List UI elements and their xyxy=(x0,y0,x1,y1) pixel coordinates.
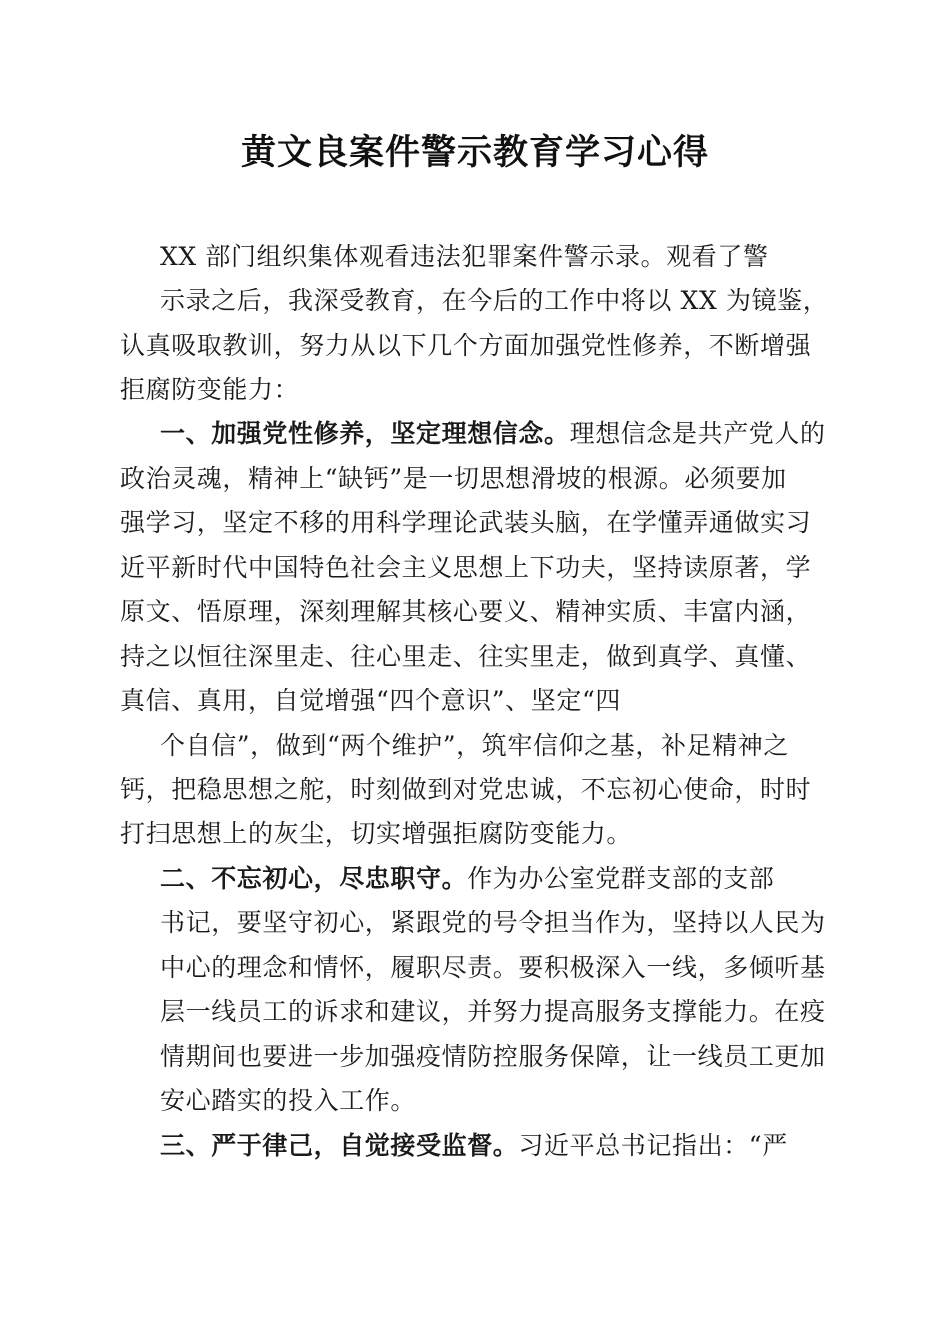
section-3-first-line xyxy=(160,1133,788,1158)
intro-line-1: XX 部门组织集体观看违法犯罪案件警示录。观看了警 xyxy=(160,242,769,271)
section-1-line: 打扫思想上的灰尘，切实增强拒腐防变能力。 xyxy=(120,819,633,848)
section-1-line: 原文、悟原理，深刻理解其核心要义、精神实质、丰富内涵， xyxy=(120,597,812,626)
section-2-line: 安心踏实的投入工作。 xyxy=(160,1086,417,1115)
section-1-line: 近平新时代中国特色社会主义思想上下功夫，坚持读原著，学 xyxy=(120,553,812,582)
intro-line-3: 认真吸取教训，努力从以下几个方面加强党性修养，不断增强 xyxy=(120,331,812,360)
section-1-line: 钙，把稳思想之舵，时刻做到对党忠诚，不忘初心使命，时时 xyxy=(120,775,812,804)
section-2-heading: 二、不忘初心，尽忠职守。 xyxy=(160,864,468,893)
section-2-line: 中心的理念和情怀，履职尽责。要积极深入一线，多倾听基 xyxy=(160,953,826,982)
intro-line-4: 拒腐防变能力： xyxy=(120,375,300,404)
section-2-first-line-text: 作为办公室党群支部的支部 xyxy=(467,864,775,893)
section-2-line: 书记，要坚守初心，紧跟党的号令担当作为，坚持以人民为 xyxy=(160,908,826,937)
section-2-first-line xyxy=(160,866,774,891)
section-2-line: 层一线员工的诉求和建议，并努力提高服务支撑能力。在疫 xyxy=(160,997,826,1026)
section-1-line: 真信、真用，自觉增强“四个意识”、坚定“四 xyxy=(120,686,621,715)
section-2-line: 情期间也要进一步加强疫情防控服务保障，让一线员工更加 xyxy=(160,1042,826,1071)
section-3-first-line-text: 习近平总书记指出：“严 xyxy=(518,1131,788,1160)
intro-line-2: 示录之后，我深受教育，在今后的工作中将以 XX 为镜鉴， xyxy=(160,286,829,315)
section-1-line: 持之以恒往深里走、往心里走、往实里走，做到真学、真懂、 xyxy=(120,642,812,671)
section-1-first-line xyxy=(160,421,826,446)
section-1-line: 个自信”，做到“两个维护”，筑牢信仰之基，补足精神之 xyxy=(160,731,789,760)
document-title: 黄文良案件警示教育学习心得 xyxy=(240,132,709,173)
section-1-line: 强学习，坚定不移的用科学理论武装头脑，在学懂弄通做实习 xyxy=(120,508,812,537)
section-1-first-line-text: 理想信念是共产党人的 xyxy=(569,419,826,448)
section-3-heading: 三、严于律己，自觉接受监督。 xyxy=(160,1131,519,1160)
section-1-heading: 一、加强党性修养，坚定理想信念。 xyxy=(160,419,570,448)
section-1-line: 政治灵魂，精神上“缺钙”是一切思想滑坡的根源。必须要加 xyxy=(120,464,787,493)
